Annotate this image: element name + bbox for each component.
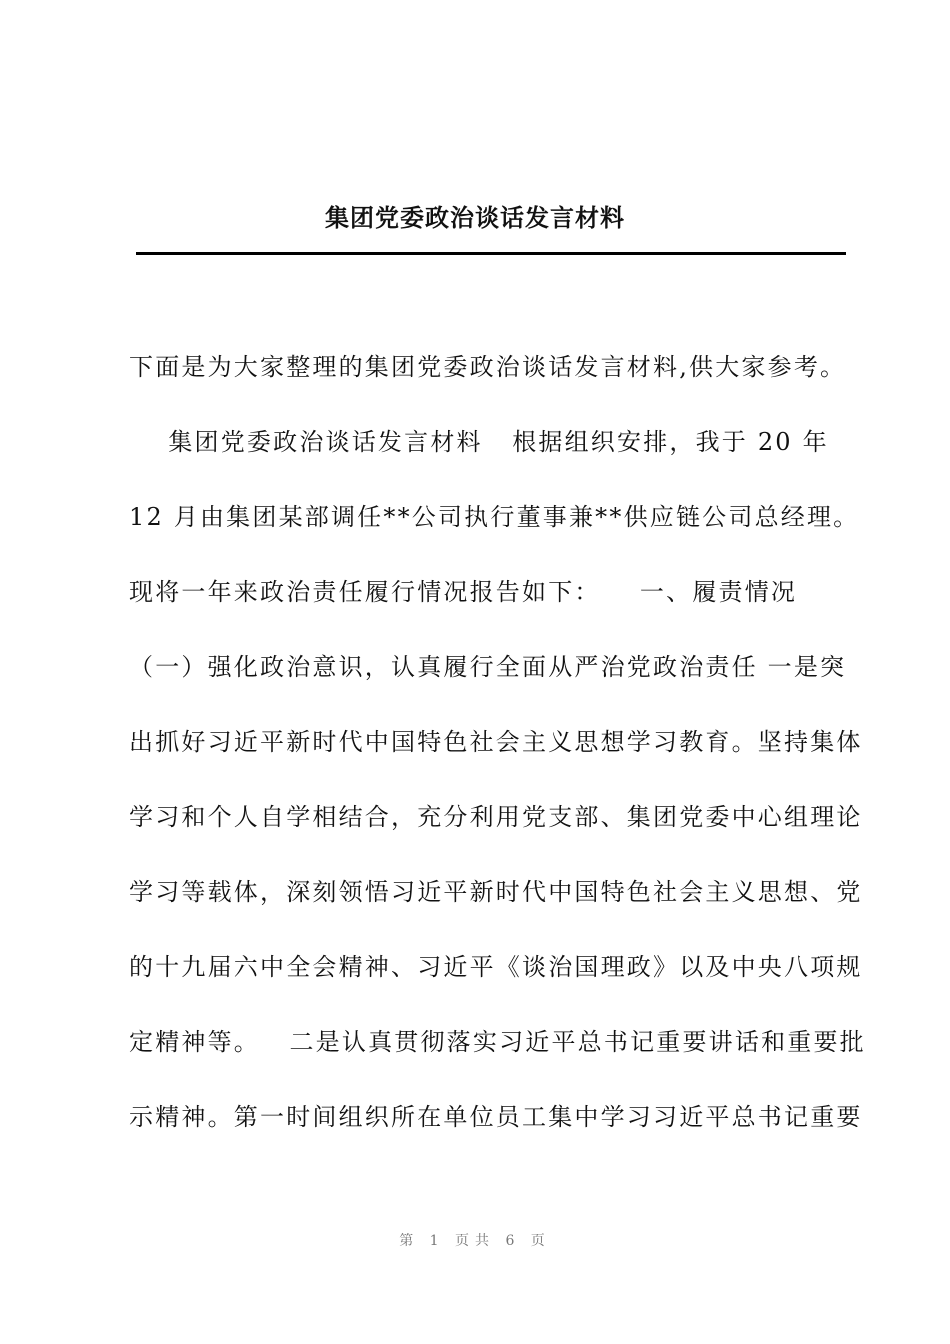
- body-line: 学习等载体，深刻领悟习近平新时代中国特色社会主义思想、党: [129, 878, 863, 906]
- page-number-footer: 第 1 页共 6 页: [399, 1233, 551, 1249]
- body-line: 集团党委政治谈话发言材料 根据组织安排，我于 20 年: [129, 428, 829, 456]
- body-line: 示精神。第一时间组织所在单位员工集中学习习近平总书记重要: [129, 1103, 863, 1131]
- body-line: 下面是为大家整理的集团党委政治谈话发言材料,供大家参考。: [129, 353, 847, 381]
- body-line: 定精神等。 二是认真贯彻落实习近平总书记重要讲话和重要批: [129, 1028, 866, 1056]
- body-line: 12 月由集团某部调任**公司执行董事兼**供应链公司总经理。: [129, 503, 860, 531]
- body-line: （一）强化政治意识，认真履行全面从严治党政治责任 一是突: [129, 653, 847, 681]
- body-line: 的十九届六中全会精神、习近平《谈治国理政》以及中央八项规: [129, 953, 863, 981]
- title-underline: [136, 252, 846, 255]
- body-line: 现将一年来政治责任履行情况报告如下： 一、履责情况: [129, 578, 798, 606]
- body-line: 出抓好习近平新时代中国特色社会主义思想学习教育。坚持集体: [129, 728, 863, 756]
- body-line: 学习和个人自学相结合，充分利用党支部、集团党委中心组理论: [129, 803, 863, 831]
- document-title: 集团党委政治谈话发言材料: [325, 204, 625, 232]
